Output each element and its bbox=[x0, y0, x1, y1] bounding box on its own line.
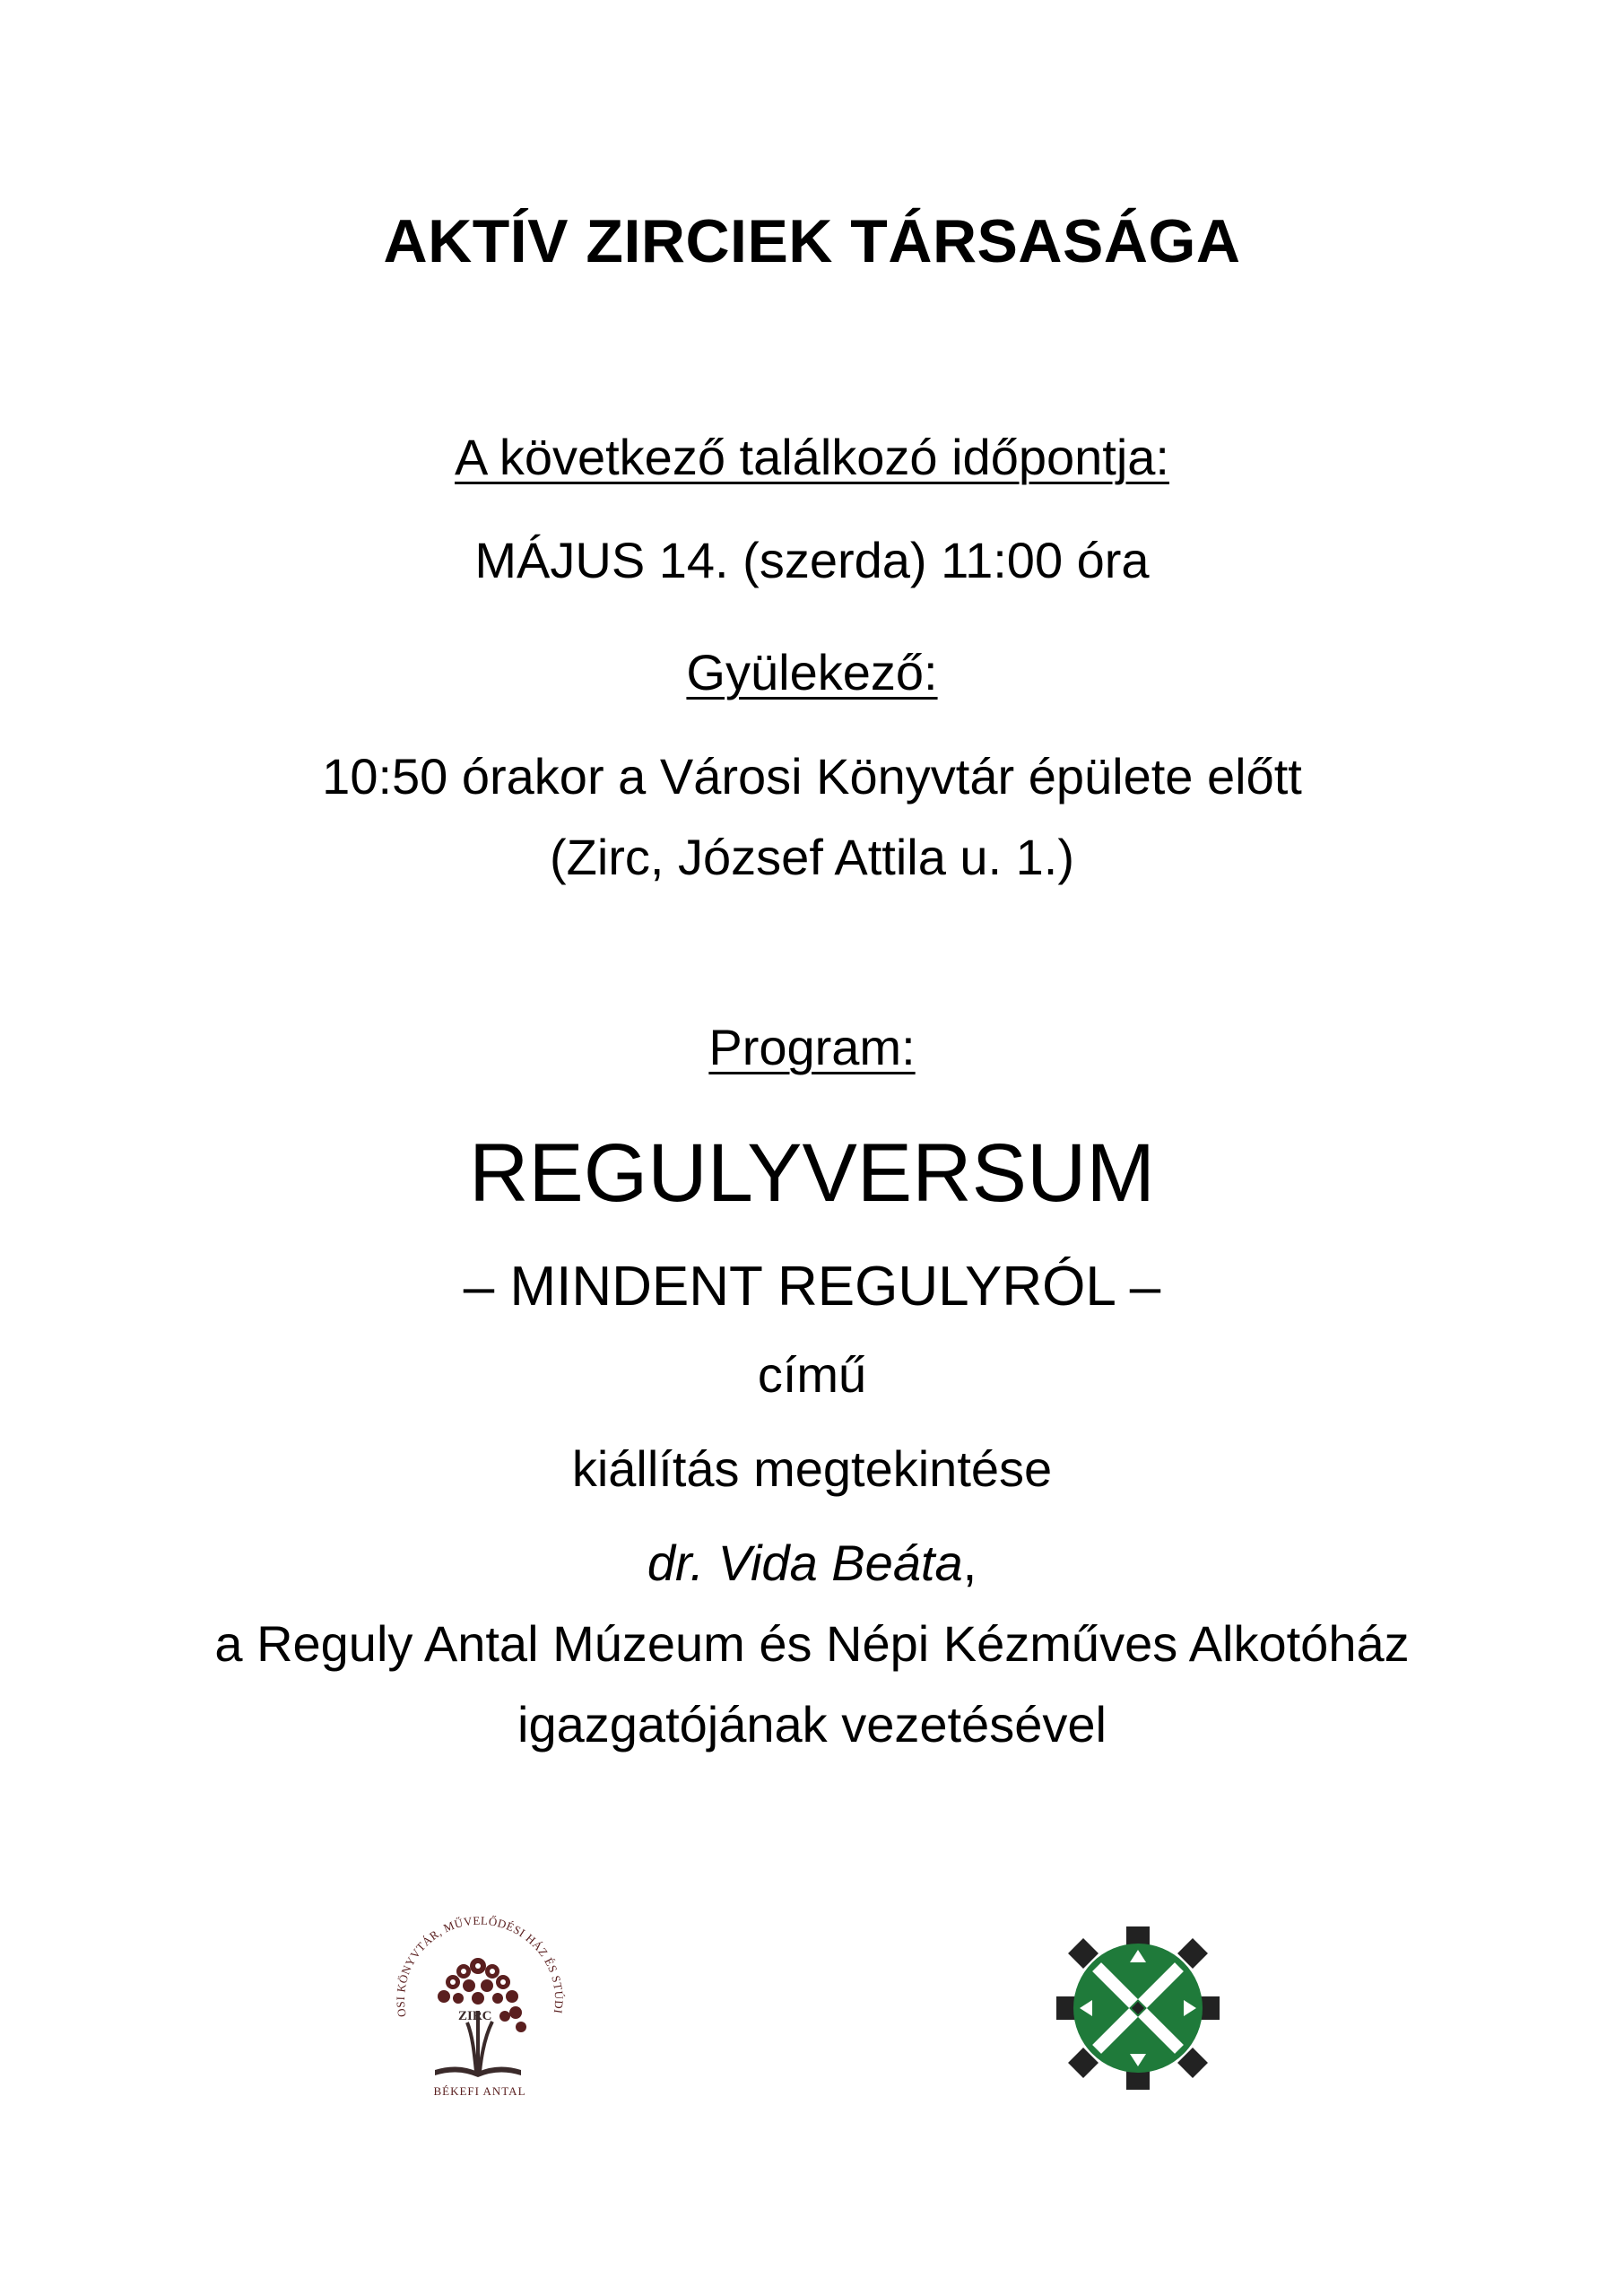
guide-role-line1: a Reguly Antal Múzeum és Népi Kézműves Alkotóház bbox=[214, 1615, 1410, 1672]
library-tree-logo bbox=[381, 1910, 578, 2108]
guide-role-line2: igazgatójának vezetésével bbox=[517, 1696, 1107, 1752]
program-label: Program: bbox=[708, 1019, 916, 1075]
next-meeting-heading bbox=[0, 429, 1624, 485]
museum-folk-pattern-logo-graphic bbox=[1056, 1926, 1220, 2090]
page-title: AKTÍV ZIRCIEK TÁRSASÁGA bbox=[383, 207, 1241, 275]
exhibition-title: REGULYVERSUM bbox=[468, 1127, 1156, 1219]
gathering-place-line1: 10:50 órakor a Városi Könyvtár épülete előtt bbox=[322, 748, 1302, 804]
exhibition-subtitle: – MINDENT REGULYRÓL – bbox=[463, 1256, 1161, 1318]
museum-folk-pattern-logo bbox=[1056, 1926, 1220, 2090]
meeting-date: MÁJUS 14. (szerda) 11:00 óra bbox=[474, 532, 1150, 588]
gathering-heading bbox=[0, 644, 1624, 700]
library-tree-logo-graphic bbox=[381, 1910, 578, 2108]
gathering-place-line2: (Zirc, József Attila u. 1.) bbox=[549, 829, 1075, 885]
logo-arc-text: OSI KÖNYVTÁR, MŰVELŐDÉSI HÁZ ÉS STÚDI bbox=[393, 1913, 567, 2019]
guide-name-line bbox=[0, 1535, 1624, 1591]
next-meeting-label: A következő találkozó időpontja: bbox=[455, 429, 1169, 485]
titled-word: című bbox=[757, 1346, 867, 1403]
guide-name-suffix: , bbox=[962, 1535, 977, 1591]
exhibition-viewing: kiállítás megtekintése bbox=[571, 1440, 1053, 1497]
gathering-label: Gyülekező: bbox=[686, 644, 938, 700]
guide-name: dr. Vida Beáta bbox=[647, 1535, 963, 1591]
program-heading bbox=[0, 1019, 1624, 1075]
logo-bottom-text: BÉKEFI ANTAL bbox=[433, 2084, 526, 2098]
logo-center-text: ZIRC bbox=[458, 2009, 492, 2023]
